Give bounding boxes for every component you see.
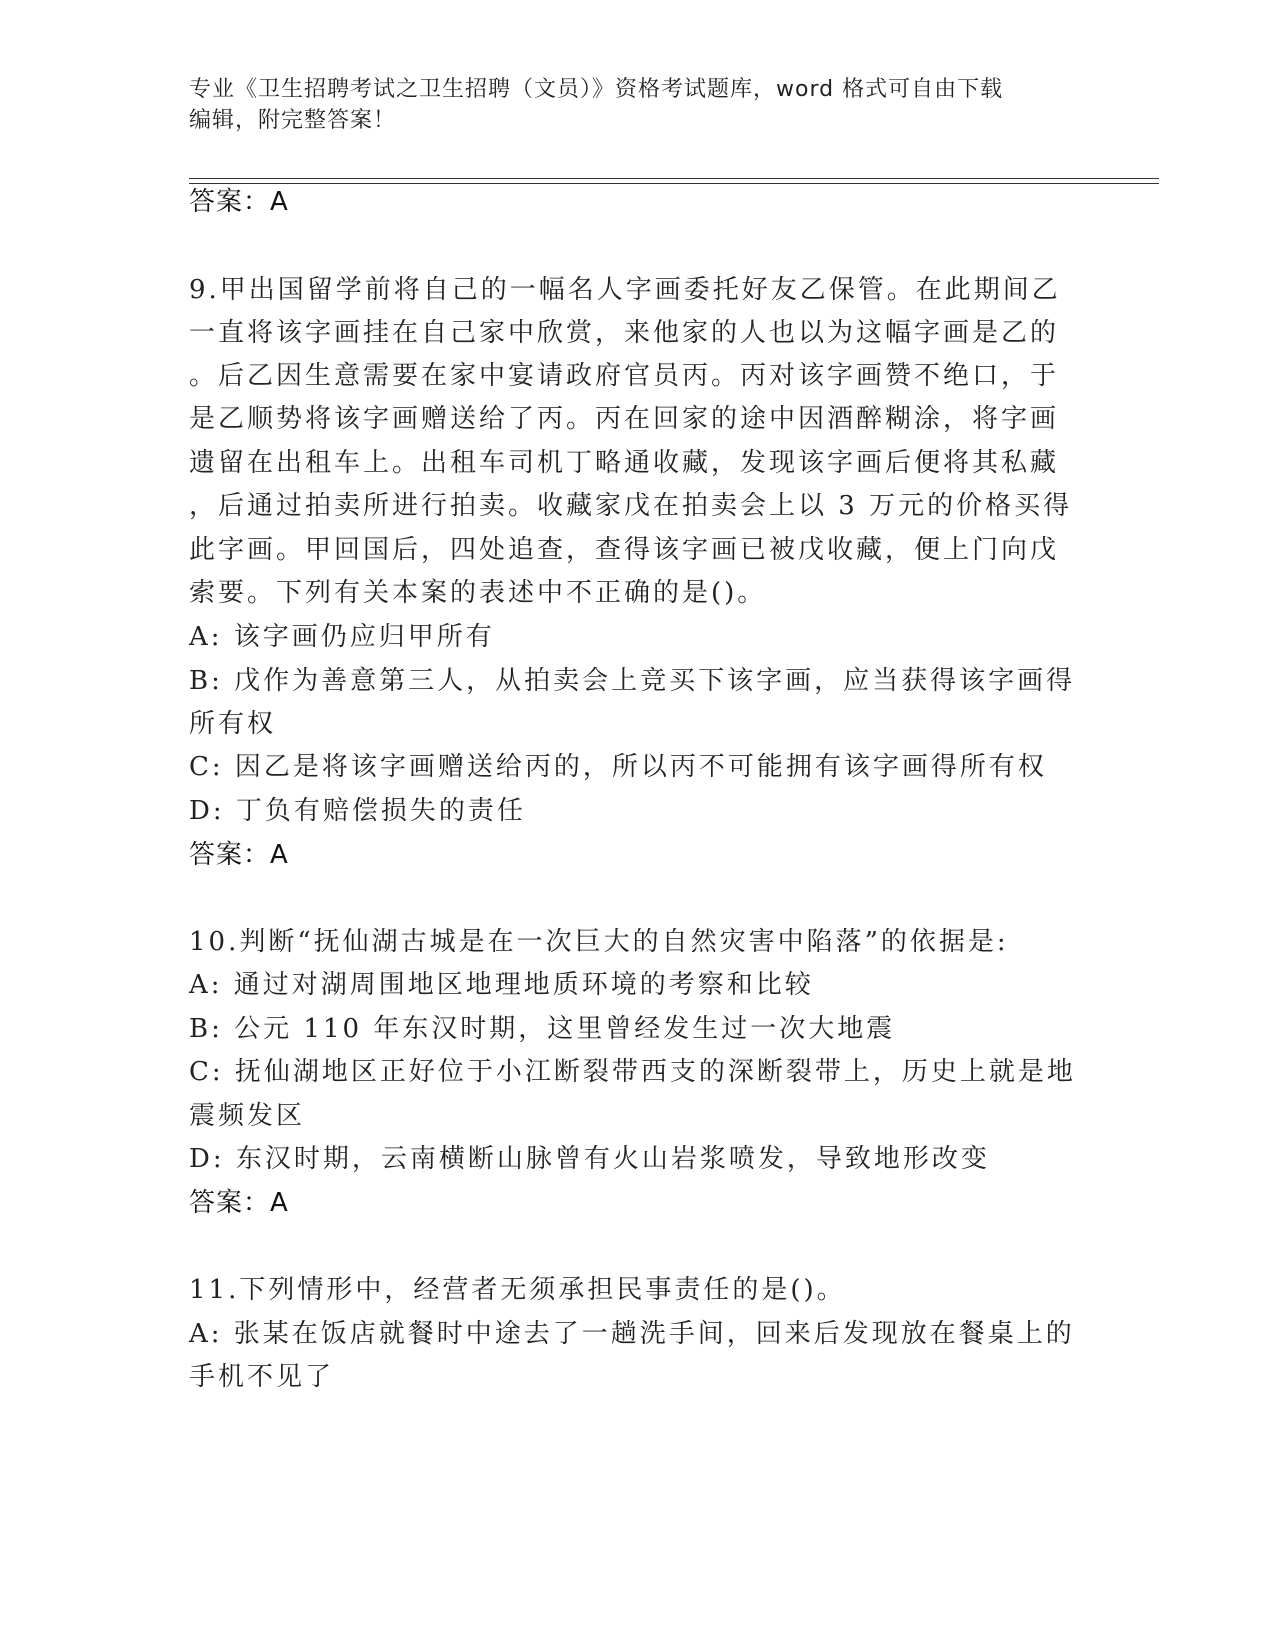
q9-line-4: 是乙顺势将该字画赠送给了丙。丙在回家的途中因酒醉糊涂，将字画 [189, 404, 1060, 434]
q9-line-2: 一直将该字画挂在自己家中欣赏，来他家的人也以为这幅字画是乙的 [189, 318, 1060, 348]
q10-option-c: C: 抚仙湖地区正好位于小江断裂带西支的深断裂带上，历史上就是地 [189, 1057, 1076, 1087]
q9-line-5: 遗留在出租车上。出租车司机丁略通收藏，发现该字画后便将其私藏 [189, 448, 1060, 478]
q9-option-d: D: 丁负有赔偿损失的责任 [189, 796, 526, 826]
q11-option-a: A: 张某在饭店就餐时中途去了一趟洗手间，回来后发现放在餐桌上的 [189, 1319, 1075, 1349]
header-line-1: 专业《卫生招聘考试之卫生招聘（文员）》资格考试题库，word 格式可自由下载 [189, 77, 1004, 102]
q10-option-b: B: 公元 110 年东汉时期，这里曾经发生过一次大地震 [189, 1014, 896, 1044]
q9-option-a: A: 该字画仍应归甲所有 [189, 622, 495, 652]
q11-question: 11.下列情形中，经营者无须承担民事责任的是()。 [189, 1275, 846, 1305]
q10-answer: 答案：A [189, 1188, 289, 1218]
header-line-2: 编辑，附完整答案！ [189, 108, 397, 133]
q10-option-a: A: 通过对湖周围地区地理地质环境的考察和比较 [189, 970, 814, 1000]
q9-option-b: B: 戊作为善意第三人，从拍卖会上竞买下该字画，应当获得该字画得 [189, 666, 1076, 696]
q9-line-1: 9.甲出国留学前将自己的一幅名人字画委托好友乙保管。在此期间乙 [189, 275, 1061, 305]
q9-line-8: 索要。下列有关本案的表述中不正确的是()。 [189, 578, 767, 608]
q10-option-c-cont: 震频发区 [189, 1101, 306, 1131]
q10-question: 10.判断“抚仙湖古城是在一次巨大的自然灾害中陷落”的依据是: [189, 927, 1009, 957]
q10-option-d: D: 东汉时期，云南横断山脉曾有火山岩浆喷发，导致地形改变 [189, 1144, 990, 1174]
header-divider-top [189, 178, 1159, 179]
q9-answer: 答案：A [189, 840, 289, 870]
q11-option-a-cont: 手机不见了 [189, 1362, 335, 1392]
document-header [189, 74, 1069, 136]
q9-line-6: ，后通过拍卖所进行拍卖。收藏家戊在拍卖会上以 3 万元的价格买得 [189, 491, 1073, 521]
answer-previous: 答案：A [189, 187, 289, 217]
q9-line-7: 此字画。甲回国后，四处追查，查得该字画已被戊收藏，便上门向戊 [189, 535, 1060, 565]
q9-option-b-cont: 所有权 [189, 709, 277, 739]
q9-line-3: 。后乙因生意需要在家中宴请政府官员丙。丙对该字画赞不绝口，于 [189, 361, 1060, 391]
q9-option-c: C: 因乙是将该字画赠送给丙的，所以丙不可能拥有该字画得所有权 [189, 752, 1047, 782]
header-divider-bottom [189, 183, 1159, 184]
